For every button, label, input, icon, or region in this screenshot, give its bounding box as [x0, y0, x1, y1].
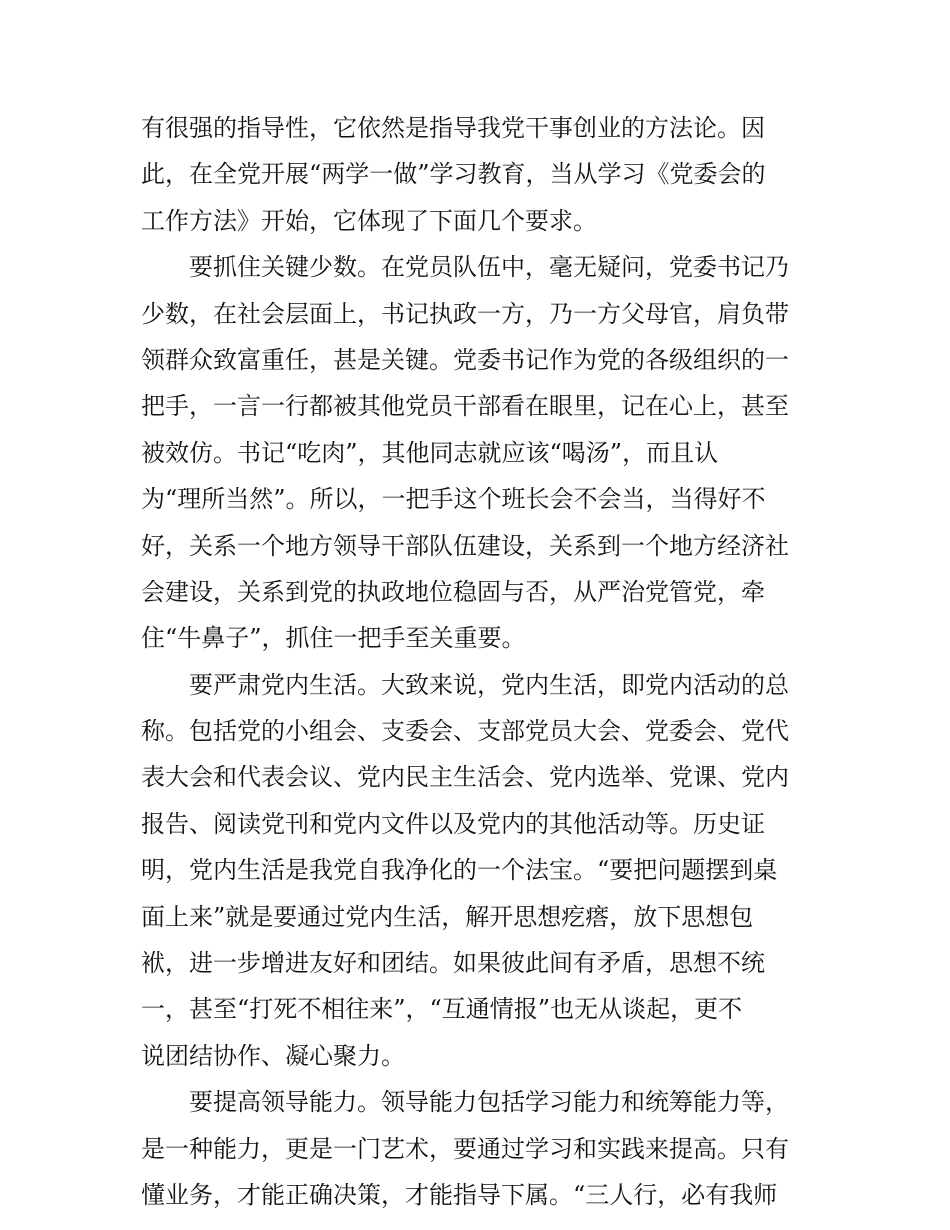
paragraph-leadership [141, 1079, 821, 1218]
text-line: 袱，进一步增进友好和团结。如果彼此间有矛盾，思想不统 [141, 949, 765, 978]
paragraph-key-minority [141, 244, 821, 662]
text-line: 有很强的指导性，它依然是指导我党干事创业的方法论。因 [141, 114, 765, 142]
text-line: 住“牛鼻子”，抓住一把手至关重要。 [141, 624, 526, 653]
text-line: 会建设，关系到党的执政地位稳固与否，从严治党管党，牵 [141, 577, 765, 606]
text-line: 说团结协作、凝心聚力。 [141, 1041, 405, 1070]
text-line: 要严肃党内生活。大致来说，党内生活，即党内活动的总 [189, 670, 789, 699]
text-line: 此，在全党开展“两学一做”学习教育，当从学习《党委会的 [141, 160, 766, 189]
text-line: 要提高领导能力。领导能力包括学习能力和统筹能力等， [189, 1088, 789, 1117]
text-line: 一，甚至“打死不相往来”，“互通情报”也无从谈起，更不 [141, 995, 743, 1024]
text-line: 明，党内生活是我党自我净化的一个法宝。“要把问题摆到桌 [141, 856, 778, 885]
text-line: 表大会和代表会议、党内民主生活会、党内选举、党课、党内 [141, 763, 789, 792]
text-line: 把手，一言一行都被其他党员干部看在眼里，记在心上，甚至 [141, 392, 789, 421]
text-line: 面上来”就是要通过党内生活，解开思想疙瘩，放下思想包 [141, 902, 754, 931]
text-line: 要抓住关键少数。在党员队伍中，毫无疑问，党委书记乃 [189, 253, 789, 282]
text-line: 称。包括党的小组会、支委会、支部党员大会、党委会、党代 [141, 717, 789, 746]
text-line: 少数，在社会层面上，书记执政一方，乃一方父母官，肩负带 [141, 299, 789, 328]
text-line: 被效仿。书记“吃肉”，其他同志就应该“喝汤”，而且认 [141, 438, 719, 467]
text-line: 懂业务，才能正确决策，才能指导下属。“三人行，必有我师 [141, 1180, 778, 1209]
paragraph-party-life [141, 662, 821, 1080]
text-line: 是一种能力，更是一门艺术，要通过学习和实践来提高。只有 [141, 1134, 789, 1163]
text-line: 为“理所当然”。所以，一把手这个班长会不会当，当得好不 [141, 485, 766, 514]
text-line: 报告、阅读党刊和党内文件以及党内的其他活动等。历史证 [141, 809, 765, 838]
document-body [141, 105, 821, 1218]
text-line: 好，关系一个地方领导干部队伍建设，关系到一个地方经济社 [141, 531, 789, 560]
text-line: 领群众致富重任，甚是关键。党委书记作为党的各级组织的一 [141, 345, 789, 374]
paragraph-intro [141, 105, 821, 244]
text-line: 工作方法》开始，它体现了下面几个要求。 [141, 206, 597, 235]
